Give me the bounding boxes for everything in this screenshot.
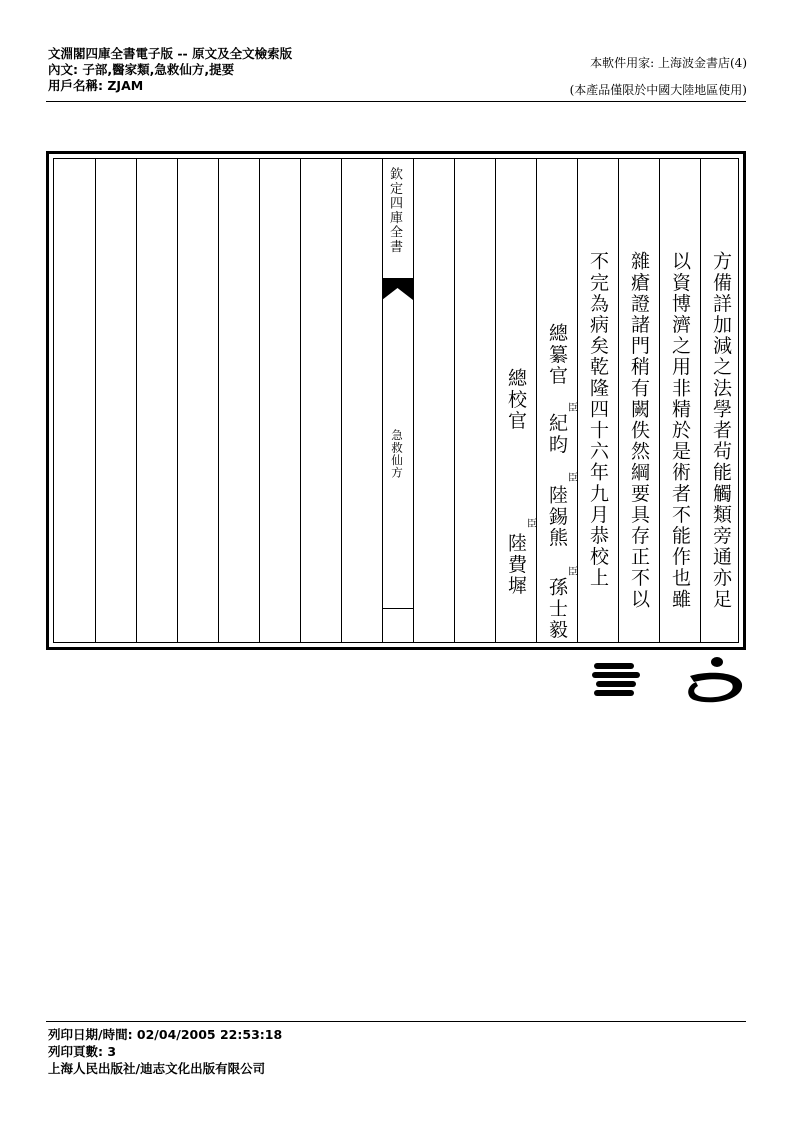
column-line xyxy=(413,159,454,642)
header-licensee: 本軟件用家: 上海波金書店(4) xyxy=(590,56,747,70)
chen-mark: 臣 xyxy=(568,473,578,484)
column-line xyxy=(259,159,300,642)
book-page-inner xyxy=(53,158,739,643)
footer-publisher: 上海人民出版社/迪志文化出版有限公司 xyxy=(48,1061,266,1076)
official-title-zongxiao: 總校官 xyxy=(505,368,527,432)
column-line xyxy=(454,159,495,642)
column-line xyxy=(95,159,136,642)
chen-mark: 臣 xyxy=(568,403,578,414)
header-right xyxy=(570,50,747,104)
column-line xyxy=(177,159,218,642)
official-name-jiyun: 紀昀 xyxy=(546,413,568,456)
column-line xyxy=(218,159,259,642)
official-name-sunshiyi: 孫士毅 xyxy=(546,577,568,641)
text-column-2: 以資博濟之用非精於是術者不能作也雖 xyxy=(669,251,691,610)
header-usage-note: (本產品僅限於中國大陸地區使用) xyxy=(569,83,747,97)
fishtail-icon xyxy=(382,280,413,300)
footer-page-count: 列印頁數: 3 xyxy=(48,1044,117,1059)
column-line xyxy=(136,159,177,642)
banxin-banner: 欽定四庫全書 xyxy=(387,167,402,254)
footer-rule xyxy=(46,1021,746,1022)
column-line xyxy=(300,159,341,642)
publisher-logo xyxy=(590,650,750,708)
header-left xyxy=(48,46,292,94)
header-rule xyxy=(46,101,746,102)
chen-mark: 臣 xyxy=(568,567,578,578)
footer xyxy=(48,1026,282,1077)
column-line xyxy=(341,159,382,642)
official-title-zongzuan: 總纂官 xyxy=(546,323,568,387)
footer-print-datetime: 列印日期/時間: 02/04/2005 22:53:18 xyxy=(48,1027,283,1042)
header-content-path: 內文: 子部,醫家類,急救仙方,提要 xyxy=(48,62,235,77)
text-column-3: 雜瘡證諸門稍有闕佚然綱要具存正不以 xyxy=(628,251,650,610)
book-page-frame xyxy=(46,151,746,650)
banxin-book-title: 急救仙方 xyxy=(390,429,404,479)
header-username: 用戶名稱: ZJAM xyxy=(48,78,144,93)
banxin-bottom-line xyxy=(382,608,413,609)
header-title: 文淵閣四庫全書電子版 -- 原文及全文檢索版 xyxy=(48,46,293,61)
chen-mark: 臣 xyxy=(527,519,537,530)
text-column-1: 方備詳加減之法學者茍能觸類旁通亦足 xyxy=(710,251,732,610)
official-name-lufeichi: 陸費墀 xyxy=(505,533,527,597)
official-name-luxixiong: 陸錫熊 xyxy=(546,485,568,549)
text-column-4: 不完為病矣乾隆四十六年九月恭校上 xyxy=(587,251,609,589)
